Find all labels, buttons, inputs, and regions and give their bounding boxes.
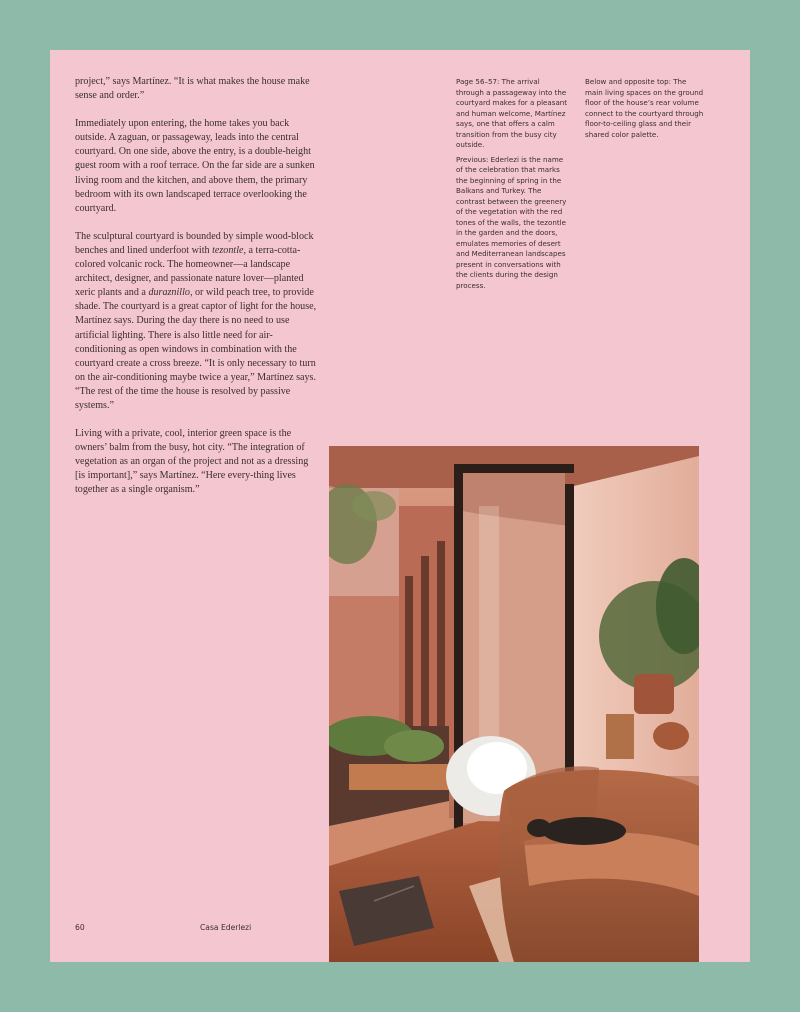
body-paragraph: Living with a private, cool, interior green space is the owners’ balm from the busy, hot city. “The integration of vegetation as an organ of the project and not as a dressing [is important],” says Martínez. “Here every-thing lives together as a single organism.” <box>75 428 309 496</box>
page-number: 60 <box>75 923 85 932</box>
body-paragraph <box>75 230 318 413</box>
photo-caption: Previous: Ederlezi is the name of the celebration that marks the beginning of spring in the Balkans and Turkey. The contrast between the greenery of the vegetation with the red tones of the walls, the tezontle in the garden and the doors, emulates memories of desert and Mediterranean landscapes present in conversations with the clients during the design process. <box>456 154 567 290</box>
running-title: Casa Ederlezi <box>200 923 252 932</box>
living-room-photo <box>329 446 699 962</box>
body-text-run: The sculptural courtyard is bounded by simple wood-block benches and lined underfoot with <box>75 230 314 256</box>
body-text-run: , a terra-cotta-colored volcanic rock. The homeowner—a landscape architect, designer, and passionate nature lover—planted xeric plants and a <box>75 244 304 299</box>
italic-term: duraznillo <box>148 287 190 299</box>
body-paragraph: project,” says Martínez. “It is what makes the house make sense and order.” <box>75 76 310 102</box>
caption-column-right <box>585 77 705 144</box>
article-body <box>75 75 318 512</box>
italic-term: tezontle <box>212 244 244 256</box>
photo-caption: Below and opposite top: The main living spaces on the ground floor of the house’s rear volume connect to the courtyard through floor-to-ceiling glass and their shared color palette. <box>585 77 704 139</box>
magazine-page <box>50 50 750 962</box>
caption-column-left <box>456 77 569 295</box>
body-text-run: , or wild peach tree, to provide shade. The courtyard is a great captor of light for the house, Martínez says. During the day there is no need to use artificial lighting. There is also little need for air-conditioning as open windows in combination with the courtyard create a cross breeze. “It is only necessary to turn on the air-conditioning maybe twice a year,” Martínez says. “The rest of the time the house is resolved by passive systems.” <box>75 287 317 411</box>
photo-caption: Page 56–57: The arrival through a passageway into the courtyard makes for a pleasant and human welcome, Martínez says, one that offers a calm transition from the busy city outside. <box>456 77 568 149</box>
body-paragraph: Immediately upon entering, the home takes you back outside. A zaguan, or passageway, leads into the central courtyard. On one side, above the entry, is a double-height guest room with a roof terrace. On the far side are a sunken living room and the kitchen, and above them, the primary bedroom with its own landscaped terrace overlooking the courtyard. <box>75 118 315 214</box>
